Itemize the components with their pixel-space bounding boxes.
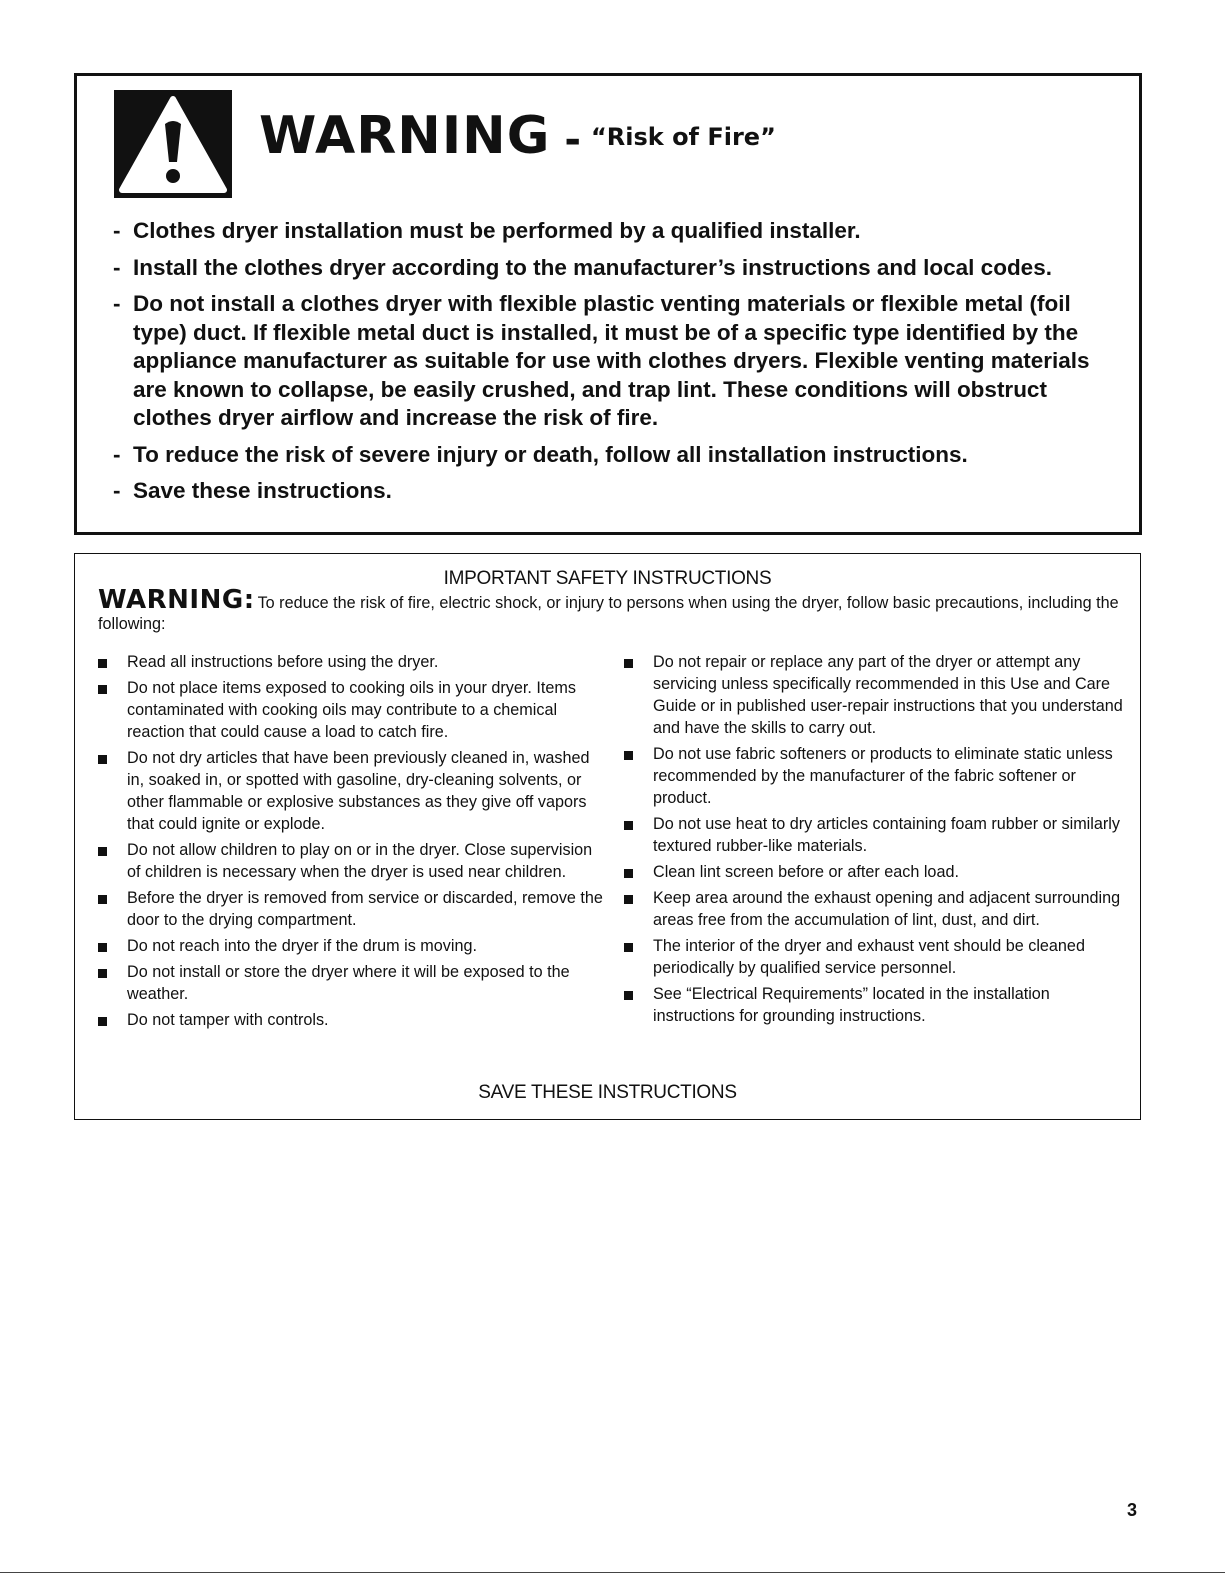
safety-item — [97, 839, 605, 883]
safety-item-text: Do not dry articles that have been previously cleaned in, washed in, soaked in, or spotted with gasoline, dry-cleaning solvents, or other flammable or explosive substances as they give off vapors that could ignite or explode. — [127, 749, 590, 833]
square-bullet-icon — [98, 895, 107, 904]
safety-item-text: Do not tamper with controls. — [127, 1011, 329, 1029]
safety-list-left — [97, 651, 605, 1035]
safety-instructions-box — [74, 553, 1141, 1120]
safety-item-text: Do not allow children to play on or in the dryer. Close supervision of children is necessary when the dryer is used near children. — [127, 841, 593, 881]
safety-item — [97, 651, 605, 673]
safety-item-text: Do not reach into the dryer if the drum is moving. — [127, 937, 477, 955]
safety-item — [623, 651, 1123, 739]
page-number: 3 — [1127, 1500, 1138, 1520]
safety-item — [623, 935, 1123, 979]
safety-list-right — [623, 651, 1123, 1031]
square-bullet-icon — [624, 869, 633, 878]
safety-item — [97, 961, 605, 1005]
safety-item-text: Clean lint screen before or after each load. — [653, 863, 959, 881]
square-bullet-icon — [98, 685, 107, 694]
square-bullet-icon — [624, 991, 633, 1000]
fire-warning-item: - Do not install a clothes dryer with flexible plastic venting materials or flexible metal (foil type) duct. If flexible metal duct is installed, it must be of a specific type identified by the appliance manufacturer as suitable for use with clothes dryers. Flexible venting materials are known to collapse, be easily crushed, and trap lint. These conditions will obstruct clothes dryer airflow and increase the risk of fire. — [113, 290, 1123, 433]
square-bullet-icon — [98, 969, 107, 978]
safety-item — [623, 887, 1123, 931]
safety-item — [97, 677, 605, 743]
safety-item — [97, 887, 605, 931]
safety-item — [97, 1009, 605, 1031]
safety-item-text: Read all instructions before using the dryer. — [127, 653, 439, 671]
fire-warning-box — [74, 73, 1142, 535]
warning-title-separator: - — [564, 117, 581, 163]
warning-subtitle: “Risk of Fire” — [590, 123, 776, 151]
save-instructions-footer: SAVE THESE INSTRUCTIONS — [478, 1082, 737, 1103]
safety-item — [623, 983, 1123, 1027]
safety-item — [97, 747, 605, 835]
safety-item — [623, 861, 1123, 883]
warning-triangle-icon — [114, 90, 232, 198]
safety-item-text: Do not place items exposed to cooking oils in your dryer. Items contaminated with cooking oils may contribute to a chemical reaction that could cause a load to catch fire. — [127, 679, 576, 741]
square-bullet-icon — [98, 943, 107, 952]
safety-intro-warning-label: WARNING: — [98, 585, 255, 615]
safety-item-text: Keep area around the exhaust opening and adjacent surrounding areas free from the accumulation of lint, dust, and dirt. — [653, 889, 1121, 929]
square-bullet-icon — [624, 821, 633, 830]
safety-item-text: Do not use fabric softeners or products to eliminate static unless recommended by the manufacturer of the fabric softener or product. — [653, 745, 1113, 807]
square-bullet-icon — [98, 1017, 107, 1026]
warning-title — [259, 106, 776, 166]
safety-item-text: Do not install or store the dryer where it will be exposed to the weather. — [127, 963, 570, 1003]
safety-heading: IMPORTANT SAFETY INSTRUCTIONS — [443, 568, 772, 589]
page-bottom-divider — [0, 1572, 1225, 1573]
square-bullet-icon — [624, 659, 633, 668]
fire-warning-list — [113, 217, 1123, 514]
safety-item-text: Before the dryer is removed from service or discarded, remove the door to the drying compartment. — [127, 889, 603, 929]
warning-title-word: WARNING — [259, 106, 551, 166]
safety-item-text: The interior of the dryer and exhaust vent should be cleaned periodically by qualified service personnel. — [653, 937, 1085, 977]
safety-intro — [98, 585, 1123, 635]
fire-warning-item: - Clothes dryer installation must be performed by a qualified installer. — [113, 217, 1123, 246]
safety-item — [623, 743, 1123, 809]
safety-item-text: Do not repair or replace any part of the dryer or attempt any servicing unless specifically recommended in this Use and Care Guide or in published user-repair instructions that you understand and have the skills to carry out. — [653, 653, 1123, 737]
safety-intro-text: To reduce the risk of fire, electric shock, or injury to persons when using the dryer, follow basic precautions, including the following: — [98, 594, 1119, 633]
safety-item-text: See “Electrical Requirements” located in the installation instructions for grounding instructions. — [653, 985, 1050, 1025]
square-bullet-icon — [98, 659, 107, 668]
safety-item-text: Do not use heat to dry articles containing foam rubber or similarly textured rubber-like materials. — [653, 815, 1120, 855]
fire-warning-item: - To reduce the risk of severe injury or death, follow all installation instructions. — [113, 441, 1123, 470]
square-bullet-icon — [624, 751, 633, 760]
square-bullet-icon — [624, 943, 633, 952]
square-bullet-icon — [98, 755, 107, 764]
fire-warning-item: - Save these instructions. — [113, 477, 1123, 506]
square-bullet-icon — [624, 895, 633, 904]
safety-item — [97, 935, 605, 957]
safety-item — [623, 813, 1123, 857]
fire-warning-item: - Install the clothes dryer according to the manufacturer’s instructions and local codes. — [113, 254, 1123, 283]
square-bullet-icon — [98, 847, 107, 856]
